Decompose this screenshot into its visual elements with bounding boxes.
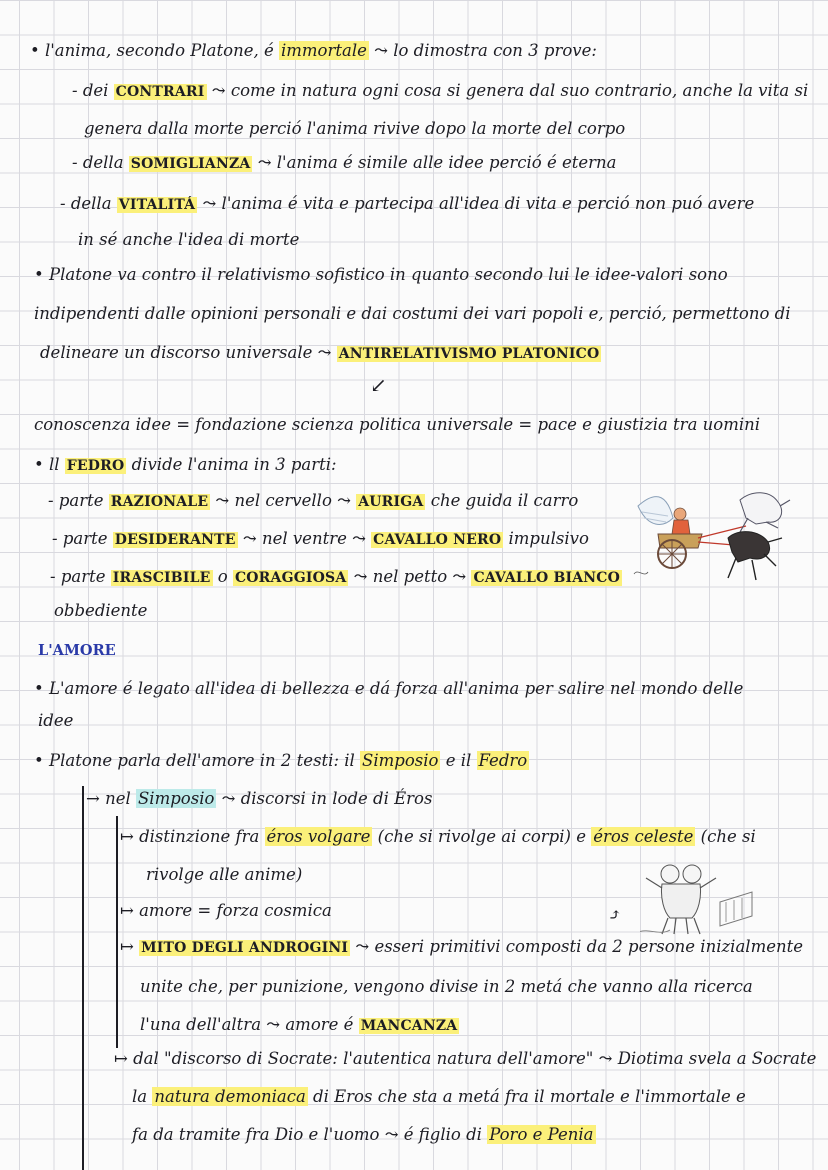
figure-head-icon xyxy=(661,865,679,883)
highlight-antirelativismo: ANTIRELATIVISMO PLATONICO xyxy=(338,346,600,362)
down-arrow-icon: ↙ xyxy=(370,373,387,397)
proof-somiglianza: - della SOMIGLIANZA ⤳ l'anima é simile alle idee perció é eterna xyxy=(72,153,617,172)
soul-part-irascible: - parte IRASCIBILE o CORAGGIOSA ⤳ nel petto ⤳ CAVALLO BIANCO xyxy=(50,567,621,586)
item-androgyne-myth: ↦ MITO DEGLI ANDROGINI ⤳ esseri primitivi composti da 2 persone inizialmente xyxy=(120,937,804,956)
charioteer-icon xyxy=(674,508,686,520)
item-androgyne-cont2: l'una dell'altra ⤳ amore é MANCANZA xyxy=(140,1015,458,1034)
relativism-line3: delineare un discorso universale ⤳ ANTIRELATIVISMO PLATONICO xyxy=(40,343,600,362)
item-eros-distinction: ↦ distinzione fra éros volgare (che si rivolge ai corpi) e éros celeste (che si xyxy=(120,827,756,846)
tree-vertical-line xyxy=(82,786,84,1170)
proof-contrari-cont: genera dalla morte perció l'anima rivive dopo la morte del corpo xyxy=(84,119,626,138)
bullet-relativism: • Platone va contro il relativismo sofistico in quanto secondo lui le idee-valori sono xyxy=(34,265,728,284)
bullet-soul-immortal: • l'anima, secondo Platone, é immortale ⤳ lo dimostra con 3 prove: xyxy=(30,41,597,60)
section-heading-amore: L'AMORE xyxy=(38,642,116,659)
item-androgyne-cont1: unite che, per punizione, vengono divise in 2 metá che vanno alla ricerca xyxy=(140,977,753,996)
relativism-line2: indipendenti dalle opinioni personali e dai costumi dei vari popoli e, perció, permettono di xyxy=(34,304,791,323)
highlight-fedro: FEDRO xyxy=(66,458,125,474)
soul-part-rational: - parte RAZIONALE ⤳ nel cervello ⤳ AURIGA che guida il carro xyxy=(48,491,579,510)
item-socrates-cont2: fa da tramite fra Dio e l'uomo ⤳ é figlio di Poro e Penia xyxy=(132,1125,594,1144)
bullet-love-beauty-cont: idee xyxy=(38,711,74,730)
proof-contrari: - dei CONTRARI ⤳ come in natura ogni cosa si genera dal suo contrario, anche la vita si xyxy=(72,81,809,100)
chariot-illustration xyxy=(628,488,798,598)
soul-part-desiring: - parte DESIDERANTE ⤳ nel ventre ⤳ CAVALLO NERO impulsivo xyxy=(52,529,589,548)
item-cosmic-force: ↦ amore = forza cosmica xyxy=(120,901,332,920)
bullet-love-beauty: • L'amore é legato all'idea di bellezza e dá forza all'anima per salire nel mondo delle xyxy=(34,679,744,698)
highlight-immortale: immortale xyxy=(280,41,367,60)
subtree-vertical-line xyxy=(116,816,118,1048)
bullet-fedro: • ll FEDRO divide l'anima in 3 parti: xyxy=(34,455,337,474)
simposio-branch: → nel Simposio ⤳ discorsi in lode di Éros xyxy=(86,789,433,808)
proof-vitalita-cont: in sé anche l'idea di morte xyxy=(78,230,300,249)
soul-part-irascible-cont: obbediente xyxy=(54,601,148,620)
androgyne-illustration xyxy=(640,858,760,938)
item-socrates-speech: ↦ dal "discorso di Socrate: l'autentica natura dell'amore" ⤳ Diotima svela a Socrate xyxy=(114,1049,817,1068)
white-horse-icon xyxy=(740,493,782,524)
bullet-love-texts: • Platone parla dell'amore in 2 testi: il Simposio e il Fedro xyxy=(34,751,528,770)
item-eros-distinction-cont: rivolge alle anime) xyxy=(146,865,303,884)
knowledge-equation: conoscenza idee = fondazione scienza politica universale = pace e giustizia tra uomini xyxy=(34,415,761,434)
curved-arrow-icon: ⤴ xyxy=(608,905,622,924)
black-horse-icon xyxy=(728,532,770,562)
proof-vitalita: - della VITALITÁ ⤳ l'anima é vita e partecipa all'idea di vita e perció non puó avere xyxy=(60,194,755,213)
item-socrates-cont1: la natura demoniaca di Eros che sta a metá fra il mortale e l'immortale e xyxy=(132,1087,746,1106)
